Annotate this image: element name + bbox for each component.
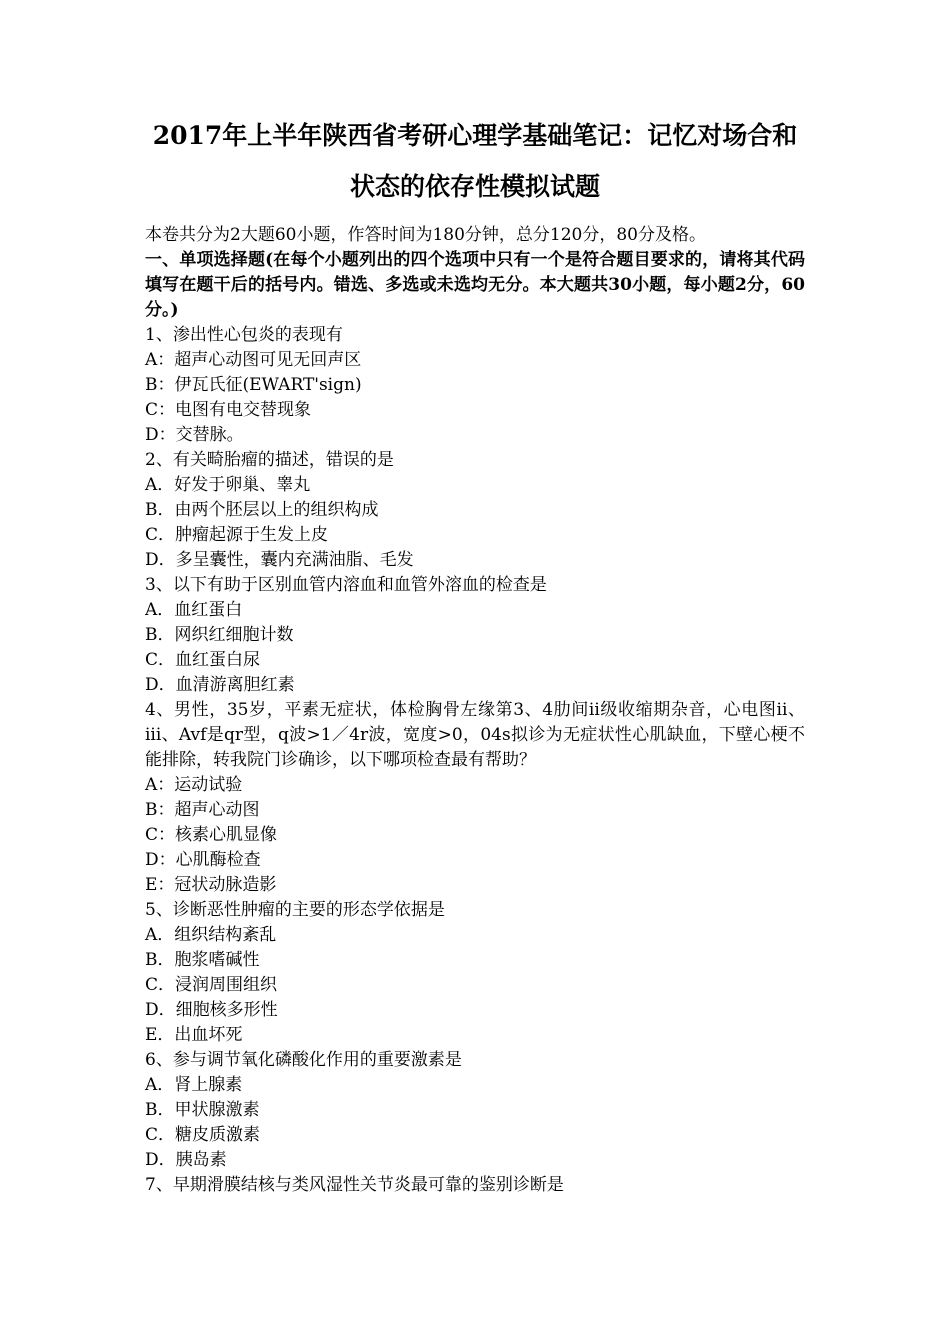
answer-option: A：运动试验 (145, 775, 243, 795)
exam-intro: 本卷共分为2大题60小题，作答时间为180分钟，总分120分，80分及格。 (145, 225, 706, 245)
question-stem: 1、渗出性心包炎的表现有 (145, 325, 343, 345)
answer-option: E：冠状动脉造影 (145, 875, 277, 895)
answer-option: D：心肌酶检查 (145, 850, 261, 870)
document-title-line-2: 状态的依存性模拟试题 (349, 172, 600, 201)
answer-option: C．浸润周围组织 (145, 975, 278, 995)
question-stem: 7、早期滑膜结核与类风湿性关节炎最可靠的鉴别诊断是 (145, 1175, 564, 1195)
answer-option: D．胰岛素 (145, 1150, 227, 1170)
question-block (145, 448, 805, 573)
question-block (145, 1048, 805, 1173)
question-stem: 4、男性，35岁，平素无症状，体检胸骨左缘第3、4肋间ii级收缩期杂音，心电图ii、iii、Avf是qr型，q波>1／4r波，宽度>0，04s拟诊为无症状性心肌缺血，下壁心梗不能排除，转我院门诊确诊，以下哪项检查最有帮助？ (145, 700, 805, 770)
question-block (145, 323, 805, 448)
answer-option: C．血红蛋白尿 (145, 650, 261, 670)
answer-option: C．糖皮质激素 (145, 1125, 261, 1145)
question-block (145, 698, 805, 898)
answer-option: B．由两个胚层以上的组织构成 (145, 500, 379, 520)
answer-option: D：交替脉。 (145, 425, 244, 445)
answer-option: A．血红蛋白 (145, 600, 243, 620)
answer-option: B．网织红细胞计数 (145, 625, 294, 645)
question-stem: 5、诊断恶性肿瘤的主要的形态学依据是 (145, 900, 445, 920)
answer-option: B：超声心动图 (145, 800, 260, 820)
answer-option: C：核素心肌显像 (145, 825, 278, 845)
question-stem: 6、参与调节氧化磷酸化作用的重要激素是 (145, 1050, 462, 1070)
question-block (145, 898, 805, 1048)
answer-option: A：超声心动图可见无回声区 (145, 350, 362, 370)
answer-option: B．胞浆嗜碱性 (145, 950, 260, 970)
section-heading: 一、单项选择题(在每个小题列出的四个选项中只有一个是符合题目要求的，请将其代码填写在题干后的括号内。错选、多选或未选均无分。本大题共30小题，每小题2分，60分。) (145, 250, 805, 320)
answer-option: B：伊瓦氏征(EWART'sign) (145, 375, 362, 395)
question-stem: 3、以下有助于区别血管内溶血和血管外溶血的检查是 (145, 575, 547, 595)
answer-option: D．多呈囊性，囊内充满油脂、毛发 (145, 550, 414, 570)
answer-option: E．出血坏死 (145, 1025, 243, 1045)
answer-option: B．甲状腺激素 (145, 1100, 260, 1120)
answer-option: D．血清游离胆红素 (145, 675, 295, 695)
question-stem: 2、有关畸胎瘤的描述，错误的是 (145, 450, 394, 470)
answer-option: D．细胞核多形性 (145, 1000, 278, 1020)
question-block (145, 573, 805, 698)
document-body (145, 223, 805, 1198)
answer-option: A．肾上腺素 (145, 1075, 243, 1095)
question-list (145, 323, 805, 1198)
answer-option: C．肿瘤起源于生发上皮 (145, 525, 329, 545)
answer-option: C：电图有电交替现象 (145, 400, 312, 420)
answer-option: A．好发于卵巢、睾丸 (145, 475, 311, 495)
document-title-line-1: 2017年上半年陕西省考研心理学基础笔记：记忆对场合和 (152, 121, 798, 150)
answer-option: A．组织结构紊乱 (145, 925, 277, 945)
question-block (145, 1173, 805, 1198)
